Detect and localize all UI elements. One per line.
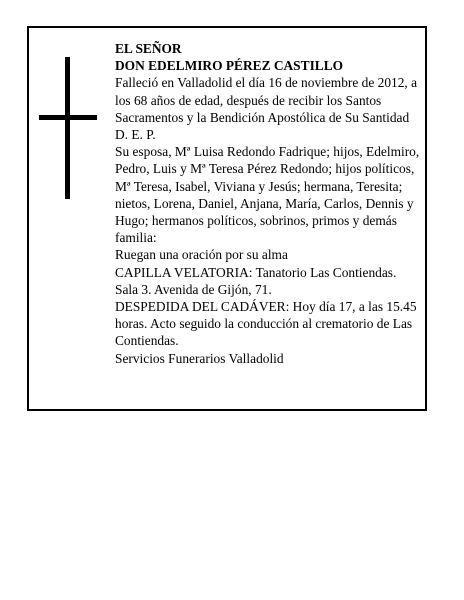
cross-icon [39,57,97,199]
deceased-name: DON EDELMIRO PÉREZ CASTILLO [115,58,344,74]
farewell-info: DESPEDIDA DEL CADÁVER: Hoy día 17, a las 15.45 horas. Acto seguido la conducción al crematorio de Las Contiendas. [115,299,417,349]
notice-text [115,40,421,367]
death-statement: Falleció en Valladolid el día 16 de noviembre de 2012, a los 68 años de edad, después de recibir los Santos Sacramentos y la Bendición Apostólica de Su Santidad D. E. P. [115,75,418,143]
cross-vertical-bar [65,57,70,199]
chapel-info: CAPILLA VELATORIA: Tanatorio Las Contiendas. Sala 3. Avenida de Gijón, 71. [115,264,397,297]
funeral-services: Servicios Funerarios Valladolid [115,350,284,366]
cross-horizontal-bar [39,115,97,120]
family-list: Su esposa, Mª Luisa Redondo Fadrique; hijos, Edelmiro, Pedro, Luis y Mª Teresa Pérez Redondo; hijos políticos, Mª Teresa, Isabel, Viviana y Jesús; hermana, Teresita; nietos, Lorena, Daniel, Anjana, María, Carlos, Dennis y Hugo; hermanos políticos, sobrinos, primos y demás familia: [115,144,420,246]
obituary-notice [27,26,427,411]
heading-title: EL SEÑOR [115,41,182,56]
prayer-request: Ruegan una oración por su alma [115,247,288,263]
